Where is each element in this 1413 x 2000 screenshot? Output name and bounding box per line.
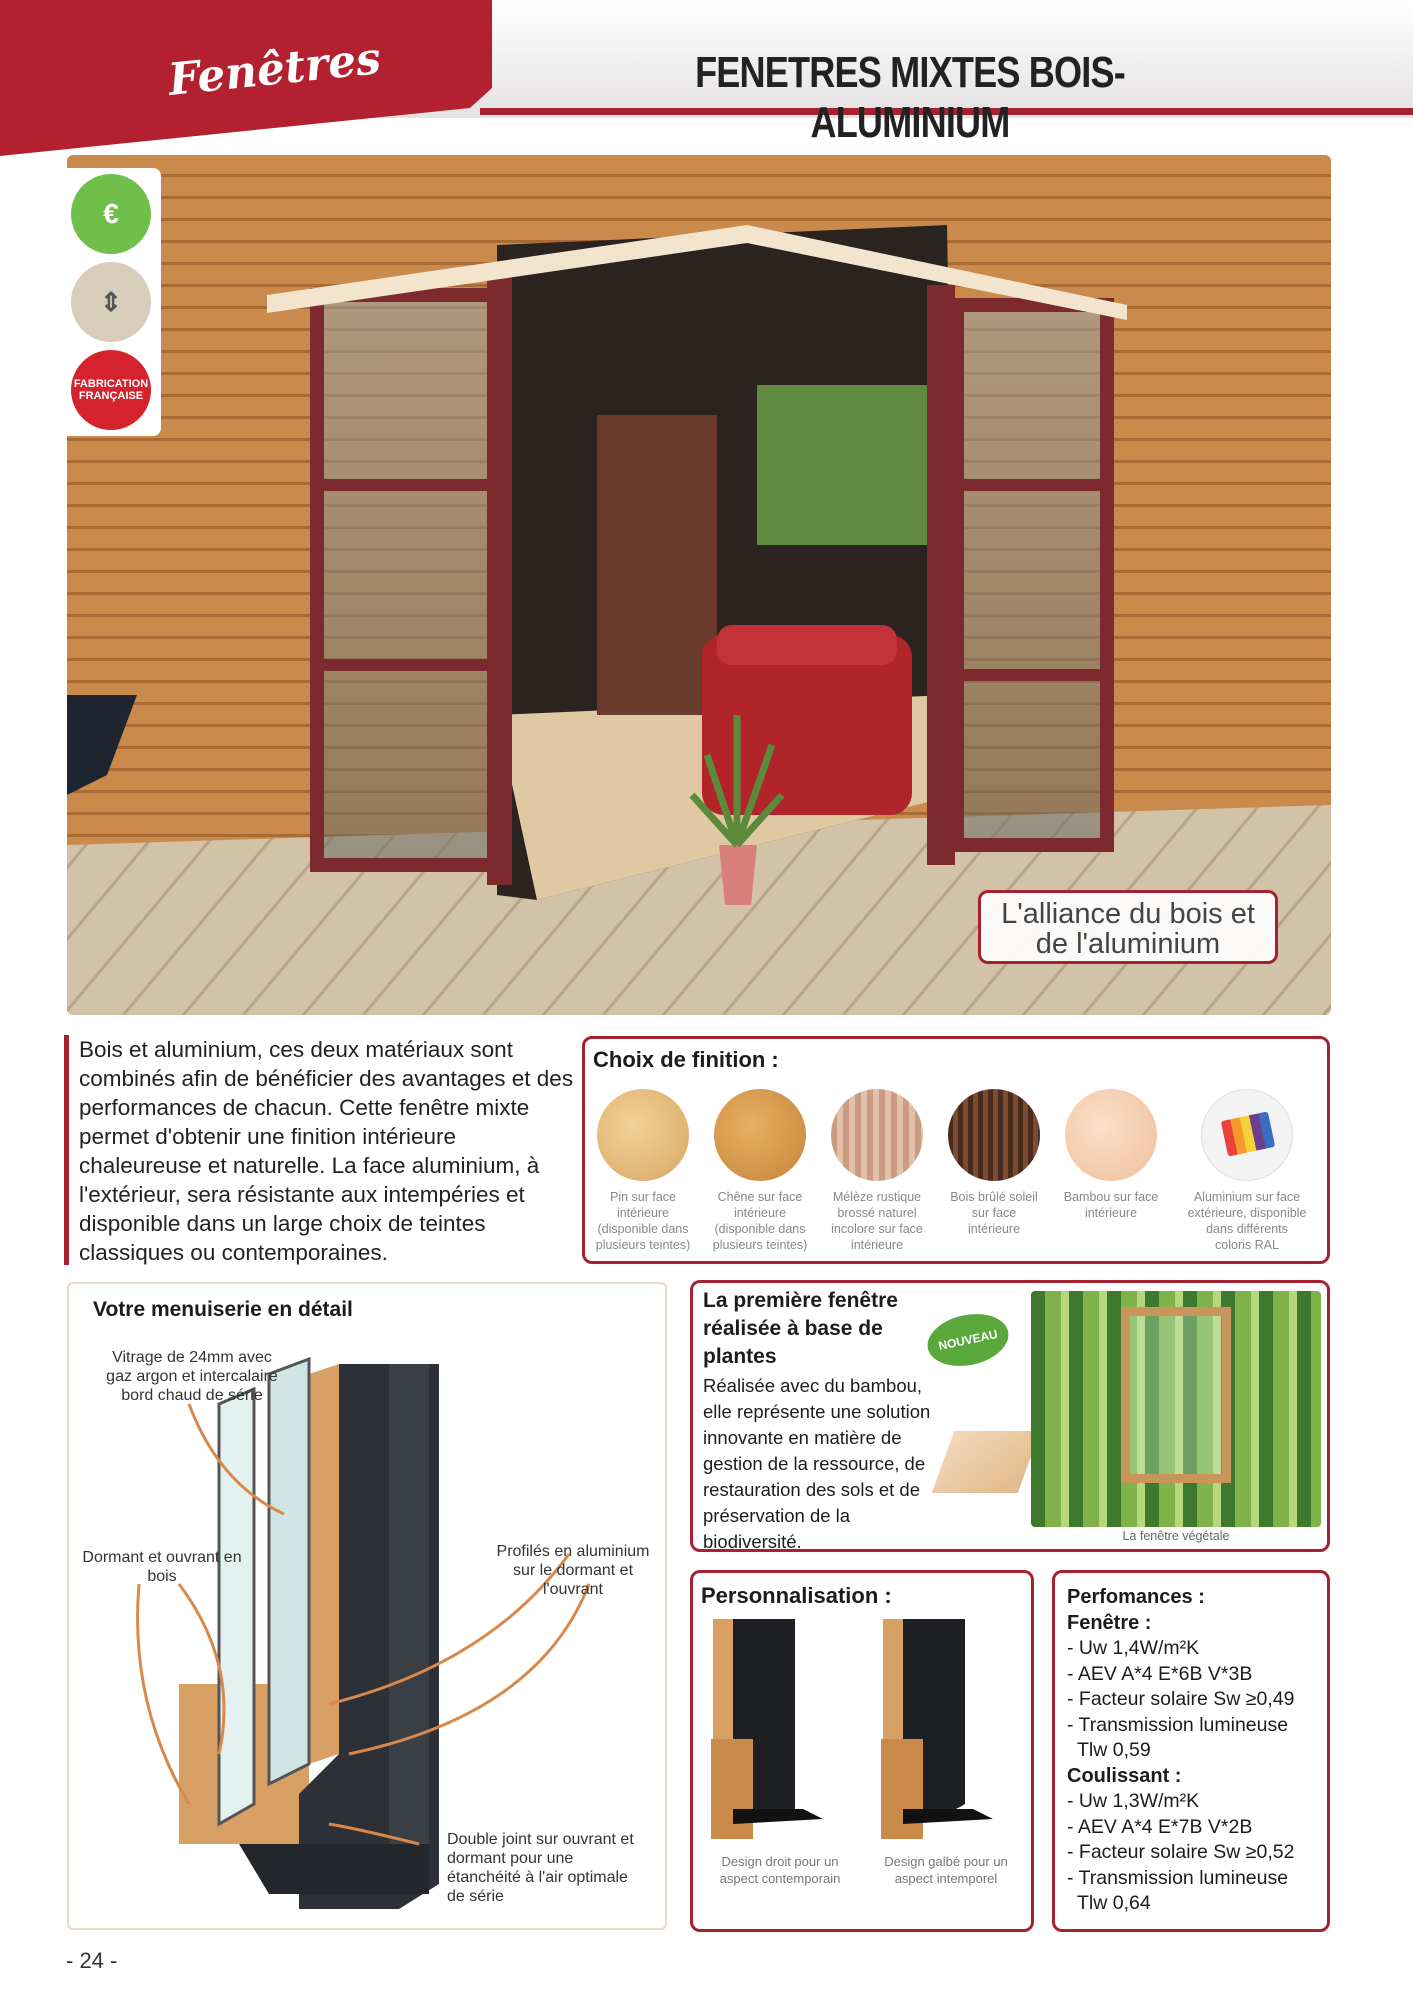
window-frame-image — [1121, 1307, 1231, 1483]
finish-label: Bambou sur face intérieure — [1063, 1190, 1159, 1220]
finish-swatch — [712, 1089, 808, 1253]
measuring-tape-icon: ⇕ — [71, 262, 151, 342]
photo-caption — [978, 890, 1278, 964]
perf-sliding-item: - Uw 1,3W/m²K — [1067, 1790, 1200, 1812]
finish-swatch — [595, 1089, 691, 1253]
intro-paragraph: Bois et aluminium, ces deux matériaux sont combinés afin de bénéficier des avantages et des performances de chacun. Cette fenêtre mixte permet d'obtenir une finition intérieure chaleureuse et naturelle. La face aluminium, à l'extérieur, sera résistante aux intempéries et disponible dans un large choix de teintes classiques ou contemporaines. — [64, 1035, 574, 1265]
finish-swatch — [1187, 1089, 1307, 1253]
burnt-wood-swatch — [948, 1089, 1040, 1181]
note-wood-frame: Dormant et ouvrant en bois — [82, 1549, 242, 1585]
perf-sliding-item: - AEV A*4 E*7B V*2B — [1067, 1815, 1253, 1838]
house-corner-illustration — [67, 155, 1331, 1015]
finish-label: Chêne sur face intérieure (disponible dans plusieurs teintes) — [712, 1190, 808, 1252]
finish-label: Pin sur face intérieure (disponible dans plusieurs teintes) — [595, 1190, 691, 1252]
hero-photo — [67, 155, 1331, 1015]
finish-swatch — [829, 1089, 925, 1253]
plant-caption: La fenêtre végétale — [1122, 1529, 1230, 1543]
bamboo-swatch — [1065, 1089, 1157, 1181]
made-in-france-icon: FABRICATION FRANÇAISE — [71, 350, 151, 430]
personalisation-panel — [690, 1570, 1034, 1932]
plant-window-panel — [690, 1280, 1330, 1552]
page-title: FENETRES MIXTES BOIS-ALUMINIUM — [695, 48, 1125, 147]
detail-title: Votre menuiserie en détail — [93, 1298, 353, 1321]
ral-color-fan-icon — [1201, 1089, 1293, 1181]
perf-window-item: Tlw 0,59 — [1077, 1739, 1151, 1761]
plant-description: Réalisée avec du bambou, elle représente une solution innovante en matière de gestion de la ressource, de restauration des sols et de préservation de la biodiversité. — [703, 1375, 931, 1552]
perf-window-item: - Uw 1,4W/m²K — [1067, 1637, 1200, 1659]
badge-column — [67, 168, 161, 436]
design-curved-caption: Design galbé pour un aspect intemporel — [884, 1854, 1008, 1886]
perf-window-item: - Transmission lumineuse — [1067, 1713, 1289, 1736]
caption-line-1: L'alliance du bois et — [1001, 898, 1255, 930]
perf-sliding-label: Coulissant : — [1067, 1764, 1182, 1787]
price-document-icon: € — [71, 174, 151, 254]
note-glazing: Vitrage de 24mm avec gaz argon et intercalaire bord chaud de série — [106, 1349, 278, 1404]
finish-label: Aluminium sur face extérieure, disponible dans différents coloris RAL — [1187, 1190, 1307, 1252]
bamboo-window-photo — [1031, 1291, 1321, 1527]
profile-designs-illustration — [693, 1619, 1033, 1869]
note-aluminium-profiles: Profilés en aluminium sur le dormant et l'ouvrant — [496, 1543, 650, 1598]
new-badge: NOUVEAU — [923, 1307, 1014, 1373]
page-number: - 24 - — [66, 1948, 118, 1973]
perf-title: Perfomances : — [1067, 1586, 1205, 1608]
perf-window-item: - Facteur solaire Sw ≥0,49 — [1067, 1688, 1295, 1710]
finish-swatch — [1063, 1089, 1159, 1221]
note-double-seal: Double joint sur ouvrant et dormant pour une étanchéité à l'air optimale de série — [447, 1831, 634, 1905]
oak-swatch — [714, 1089, 806, 1181]
design-straight-caption: Design droit pour un aspect contemporain — [719, 1854, 841, 1886]
perf-sliding-item: Tlw 0,64 — [1077, 1892, 1151, 1914]
section-tab-label: Fenêtres — [165, 33, 384, 106]
perf-window-item: - AEV A*4 E*6B V*3B — [1067, 1662, 1253, 1685]
finish-label: Mélèze rustique brossé naturel incolore sur face intérieure — [831, 1190, 923, 1252]
detail-panel — [67, 1282, 667, 1930]
perf-sliding-item: - Transmission lumineuse — [1067, 1866, 1289, 1889]
caption-line-2: de l'aluminium — [1035, 928, 1221, 960]
finish-label: Bois brûlé soleil sur face intérieure — [950, 1190, 1038, 1236]
finish-swatch — [946, 1089, 1042, 1237]
perso-title: Personnalisation : — [701, 1583, 892, 1608]
plant-title: La première fenêtre réalisée à base de plantes — [703, 1289, 898, 1368]
larch-swatch — [831, 1089, 923, 1181]
pine-swatch — [597, 1089, 689, 1181]
perf-window-label: Fenêtre : — [1067, 1611, 1152, 1634]
finish-panel — [582, 1036, 1330, 1264]
finish-title: Choix de finition : — [593, 1047, 779, 1072]
perf-sliding-item: - Facteur solaire Sw ≥0,52 — [1067, 1841, 1295, 1863]
performance-panel — [1052, 1570, 1330, 1932]
